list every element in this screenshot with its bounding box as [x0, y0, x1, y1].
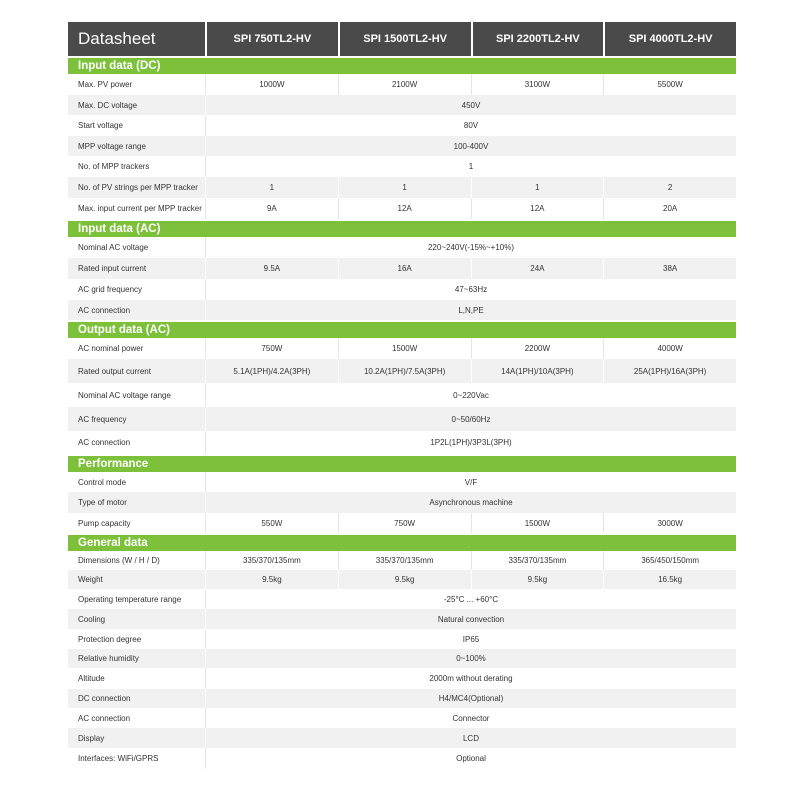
row-label: Rated output current [78, 366, 151, 376]
datasheet-title: Datasheet [78, 29, 156, 48]
row-label: AC grid frequency [78, 285, 143, 294]
row-label: Nominal AC voltage range [78, 390, 171, 400]
table-row [68, 237, 736, 258]
table-row [68, 279, 736, 300]
row-value-model-1: 1 [205, 177, 338, 198]
row-value-model-4: 3000W [603, 513, 736, 533]
row-value-all-models: 450V [205, 95, 736, 115]
row-value-model-1: 1000W [205, 74, 338, 95]
table-row [68, 338, 736, 359]
table-row [68, 513, 736, 533]
row-label: Display [78, 733, 105, 743]
row-label: Max. PV power [78, 80, 133, 89]
table-row [68, 74, 736, 95]
row-value-all-models: Asynchronous machine [205, 492, 736, 513]
row-value-all-models: L,N,PE [205, 300, 736, 320]
table-row [68, 589, 736, 609]
row-value-model-2: 10.2A(1PH)/7.5A(3PH) [338, 359, 471, 383]
row-value-model-3: 2200W [471, 338, 604, 359]
row-value-all-models: V/F [205, 472, 736, 492]
table-row [68, 177, 736, 198]
row-value-model-4: 38A [603, 258, 736, 279]
row-label: DC connection [78, 694, 131, 703]
row-value-model-1: 9.5kg [205, 570, 338, 589]
section-header: Output data (AC) [68, 320, 736, 338]
table-row [68, 472, 736, 492]
table-row [68, 198, 736, 219]
row-label: Protection degree [78, 634, 142, 644]
datasheet-table [68, 22, 736, 769]
row-value-model-2: 12A [338, 198, 471, 219]
table-row [68, 115, 736, 136]
table-header [68, 22, 736, 56]
row-label: Pump capacity [78, 518, 131, 528]
row-value-all-models: 2000m without derating [205, 668, 736, 689]
table-row [68, 748, 736, 769]
row-label: Altitude [78, 674, 105, 683]
row-value-all-models: H4/MC4(Optional) [205, 689, 736, 708]
row-label: Max. input current per MPP tracker [78, 204, 202, 213]
row-value-model-3: 9.5kg [471, 570, 604, 589]
table-row [68, 136, 736, 156]
table-row [68, 407, 736, 431]
row-value-model-4: 2 [603, 177, 736, 198]
row-label: Weight [78, 575, 103, 584]
row-value-model-1: 9.5A [205, 258, 338, 279]
row-value-model-1: 750W [205, 338, 338, 359]
row-value-model-3: 335/370/135mm [471, 551, 604, 570]
table-row [68, 156, 736, 177]
row-value-all-models: 220~240V(-15%~+10%) [205, 237, 736, 258]
row-value-all-models: 1 [205, 156, 736, 177]
row-label: Interfaces: WiFi/GPRS [78, 754, 159, 763]
table-row [68, 570, 736, 589]
row-value-all-models: 0~220Vac [205, 383, 736, 407]
row-label: No. of PV strings per MPP tracker [78, 183, 198, 192]
row-label: Control mode [78, 477, 127, 487]
row-value-model-1: 9A [205, 198, 338, 219]
model-column-1: SPI 750TL2-HV [205, 22, 338, 56]
table-row [68, 492, 736, 513]
row-label: Nominal AC voltage [78, 243, 149, 252]
row-value-model-4: 4000W [603, 338, 736, 359]
table-row [68, 359, 736, 383]
section-header: General data [68, 533, 736, 551]
table-row [68, 708, 736, 728]
row-value-all-models: 0~100% [205, 649, 736, 668]
table-row [68, 95, 736, 115]
row-value-model-2: 1 [338, 177, 471, 198]
section-header: Input data (AC) [68, 219, 736, 237]
row-value-all-models: 0~50/60Hz [205, 407, 736, 431]
table-row [68, 300, 736, 320]
model-column-2: SPI 1500TL2-HV [338, 22, 471, 56]
row-label: MPP voltage range [78, 141, 146, 151]
row-label: Relative humidity [78, 654, 139, 663]
section-header: Input data (DC) [68, 56, 736, 74]
row-value-all-models: LCD [205, 728, 736, 748]
row-value-model-3: 24A [471, 258, 604, 279]
row-value-model-2: 16A [338, 258, 471, 279]
row-label: AC connection [78, 305, 131, 315]
row-value-model-4: 365/450/150mm [603, 551, 736, 570]
row-label: AC connection [78, 713, 131, 723]
row-value-model-2: 750W [338, 513, 471, 533]
row-value-all-models: IP65 [205, 629, 736, 649]
row-value-model-4: 16.5kg [603, 570, 736, 589]
table-row [68, 431, 736, 454]
row-value-model-2: 335/370/135mm [338, 551, 471, 570]
row-value-all-models: 80V [205, 115, 736, 136]
row-value-model-2: 9.5kg [338, 570, 471, 589]
table-row [68, 668, 736, 689]
row-value-model-1: 550W [205, 513, 338, 533]
table-row [68, 383, 736, 407]
table-row [68, 629, 736, 649]
row-label: Type of motor [78, 498, 127, 507]
row-label: Dimensions (W / H / D) [78, 556, 160, 565]
row-value-model-4: 25A(1PH)/16A(3PH) [603, 359, 736, 383]
row-label: AC connection [78, 438, 131, 447]
table-row [68, 258, 736, 279]
row-value-model-3: 1500W [471, 513, 604, 533]
row-value-model-2: 1500W [338, 338, 471, 359]
row-value-all-models: Connector [205, 708, 736, 728]
row-label: Max. DC voltage [78, 100, 138, 110]
row-value-model-1: 5.1A(1PH)/4.2A(3PH) [205, 359, 338, 383]
row-value-model-1: 335/370/135mm [205, 551, 338, 570]
row-value-model-4: 5500W [603, 74, 736, 95]
row-value-all-models: -25°C ... +60°C [205, 589, 736, 609]
row-value-model-4: 20A [603, 198, 736, 219]
row-value-model-3: 3100W [471, 74, 604, 95]
row-value-model-3: 12A [471, 198, 604, 219]
row-label: Cooling [78, 614, 106, 624]
row-label: Operating temperature range [78, 594, 182, 604]
row-value-model-2: 2100W [338, 74, 471, 95]
table-body [68, 56, 736, 769]
section-header: Performance [68, 454, 736, 472]
model-column-4: SPI 4000TL2-HV [603, 22, 736, 56]
table-row [68, 728, 736, 748]
row-value-all-models: 100-400V [205, 136, 736, 156]
model-column-3: SPI 2200TL2-HV [471, 22, 604, 56]
row-value-model-3: 14A(1PH)/10A(3PH) [471, 359, 604, 383]
row-value-model-3: 1 [471, 177, 604, 198]
table-row [68, 551, 736, 570]
row-label: Rated input current [78, 264, 147, 273]
row-label: Start voltage [78, 121, 123, 130]
row-label: AC nominal power [78, 344, 144, 353]
row-label: No. of MPP trackers [78, 162, 150, 171]
row-value-all-models: 47~63Hz [205, 279, 736, 300]
row-label: AC frequency [78, 414, 127, 424]
table-row [68, 649, 736, 668]
row-value-all-models: 1P2L(1PH)/3P3L(3PH) [205, 431, 736, 454]
table-row [68, 609, 736, 629]
table-row [68, 689, 736, 708]
row-value-all-models: Natural convection [205, 609, 736, 629]
row-value-all-models: Optional [205, 748, 736, 769]
